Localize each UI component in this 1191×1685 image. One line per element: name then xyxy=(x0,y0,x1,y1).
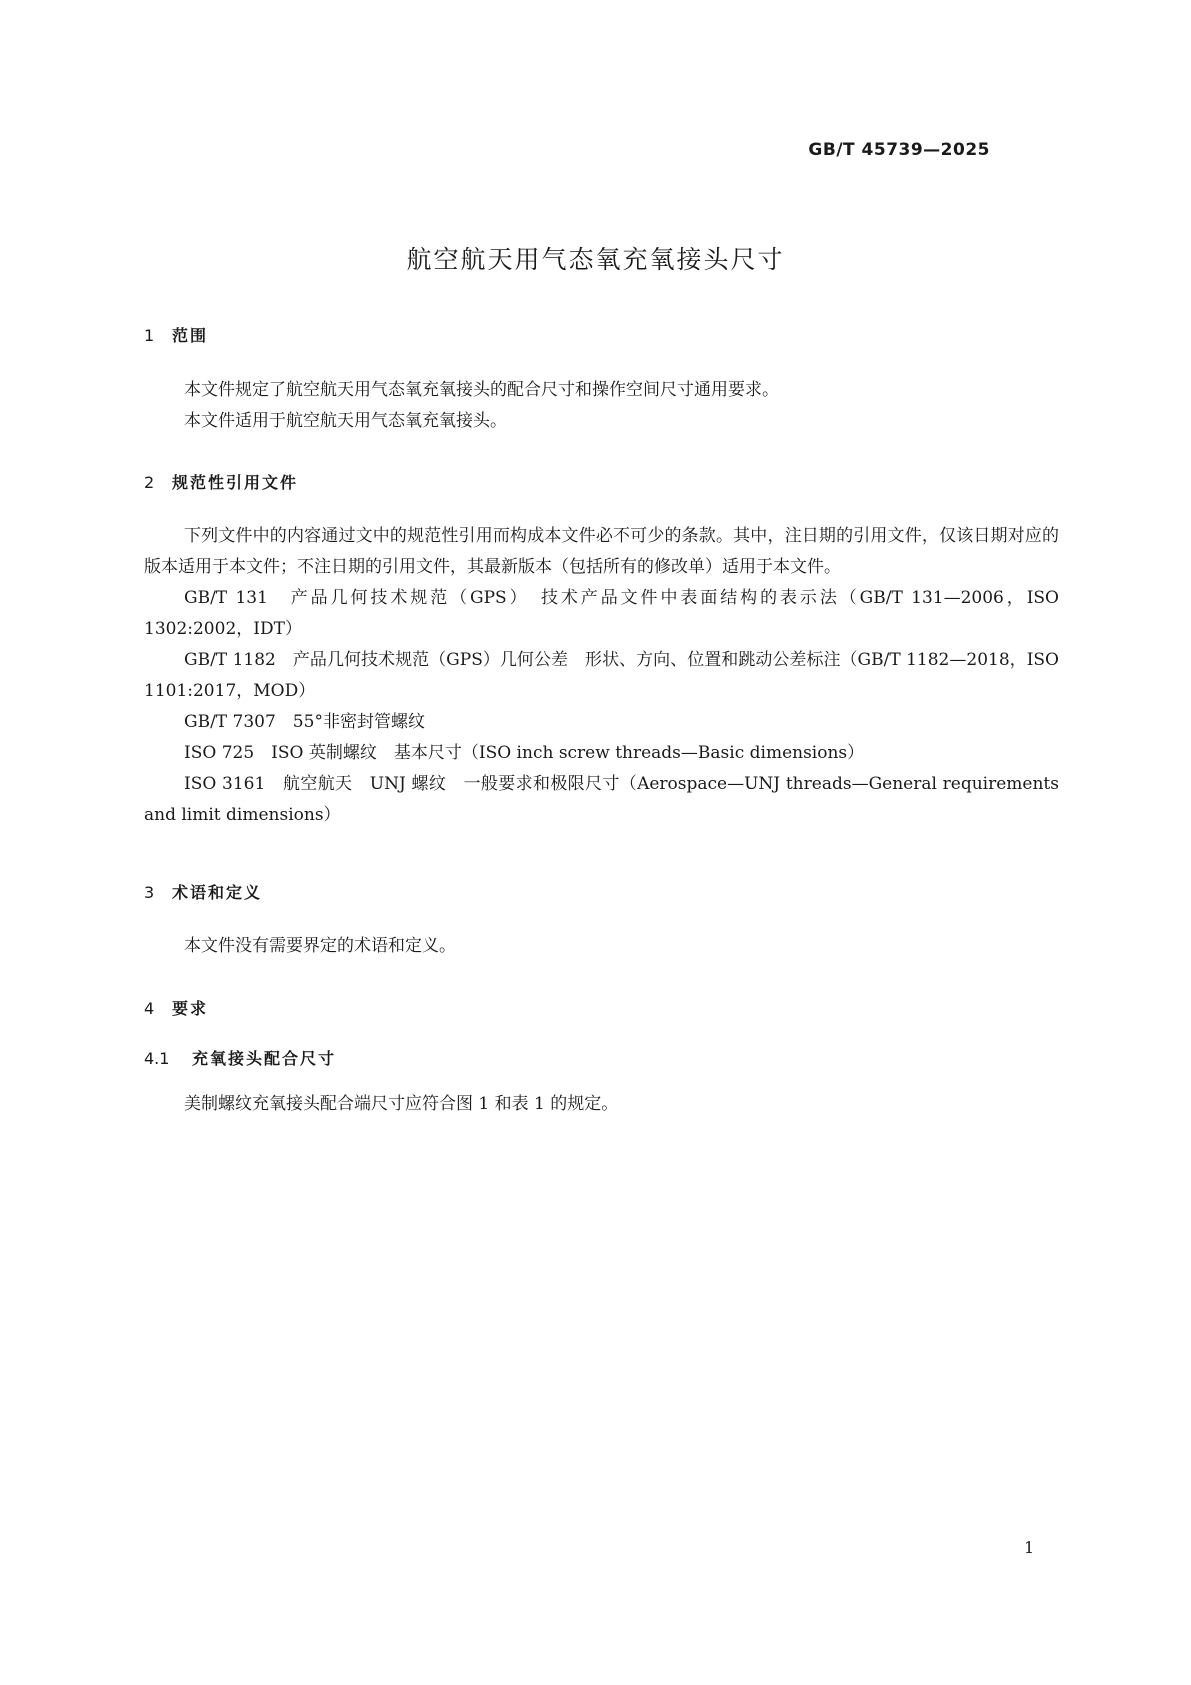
paragraph: 美制螺纹充氧接头配合端尺寸应符合图 1 和表 1 的规定。 xyxy=(184,1094,619,1114)
section-3-body xyxy=(144,931,1059,962)
paragraph: 本文件没有需要界定的术语和定义。 xyxy=(184,936,456,956)
paragraph: 下列文件中的内容通过文中的规范性引用而构成本文件必不可少的条款。其中，注日期的引用文件，仅该日期对应的版本适用于本文件；不注日期的引用文件，其最新版本（包括所有的修改单）适用于本文件。 xyxy=(144,526,1059,577)
section-number: 1 xyxy=(144,326,155,345)
section-number: 4 xyxy=(144,999,155,1018)
reference-item: GB/T 7307 55°非密封管螺纹 xyxy=(184,712,425,732)
page-number: 1 xyxy=(1024,1538,1035,1557)
section-title: 要求 xyxy=(172,999,209,1018)
section-2-heading xyxy=(144,470,298,493)
section-2-body xyxy=(144,521,1059,831)
paragraph: 本文件适用于航空航天用气态氧充氧接头。 xyxy=(184,411,507,431)
subsection-title: 充氧接头配合尺寸 xyxy=(192,1049,337,1068)
reference-item: GB/T 1182 产品几何技术规范（GPS）几何公差 形状、方向、位置和跳动公差标注（GB/T 1182—2018，ISO 1101:2017，MOD） xyxy=(144,650,1059,701)
section-3-heading xyxy=(144,880,262,903)
section-1-body xyxy=(144,375,1059,437)
reference-item: ISO 3161 航空航天 UNJ 螺纹 一般要求和极限尺寸（Aerospace—UNJ threads—General requirements and limit dimensions） xyxy=(144,774,1059,825)
section-1-heading xyxy=(144,323,208,346)
reference-item: ISO 725 ISO 英制螺纹 基本尺寸（ISO inch screw threads—Basic dimensions） xyxy=(184,743,865,763)
section-title: 术语和定义 xyxy=(172,883,263,902)
section-title: 范围 xyxy=(172,326,209,345)
section-number: 3 xyxy=(144,883,155,902)
paragraph: 本文件规定了航空航天用气态氧充氧接头的配合尺寸和操作空间尺寸通用要求。 xyxy=(184,380,779,400)
section-title: 规范性引用文件 xyxy=(172,473,299,492)
subsection-4-1-body xyxy=(144,1089,1059,1120)
standard-number: GB/T 45739—2025 xyxy=(808,140,990,160)
section-number: 2 xyxy=(144,473,155,492)
subsection-4-1-heading xyxy=(144,1046,336,1069)
section-4-heading xyxy=(144,996,208,1019)
subsection-number: 4.1 xyxy=(144,1049,170,1068)
reference-item: GB/T 131 产品几何技术规范（GPS） 技术产品文件中表面结构的表示法（GB/T 131—2006，ISO 1302:2002，IDT） xyxy=(144,588,1059,639)
document-title: 航空航天用气态氧充氧接头尺寸 xyxy=(406,245,785,274)
